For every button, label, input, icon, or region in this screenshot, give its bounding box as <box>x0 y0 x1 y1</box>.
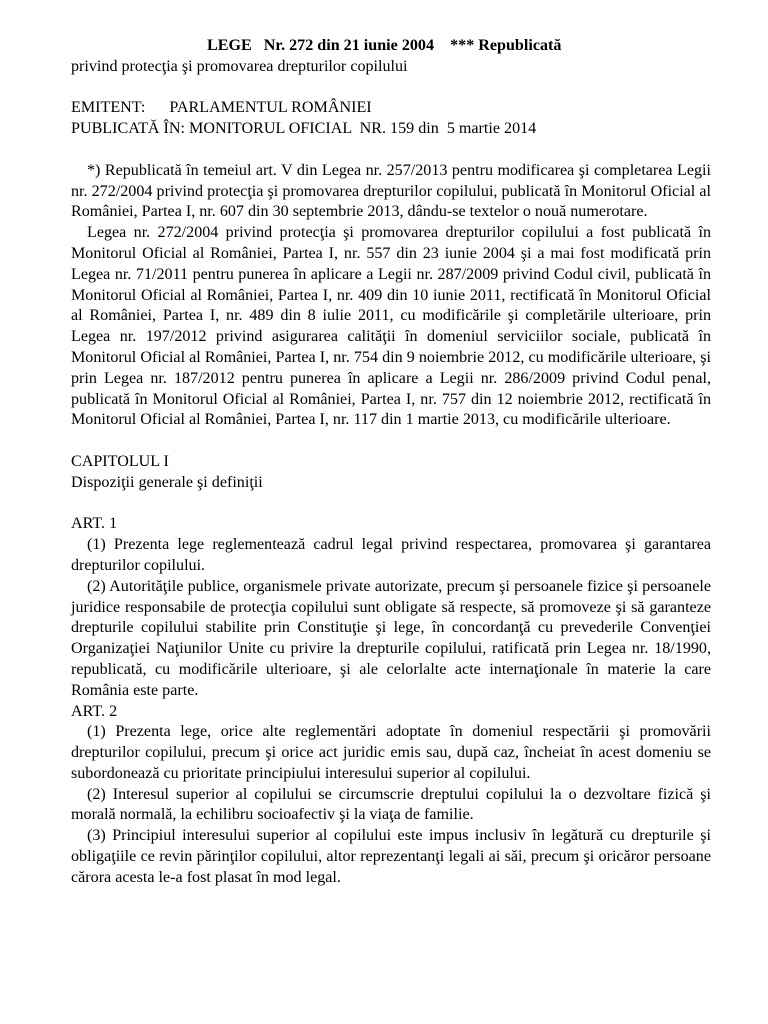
amendment-history: Legea nr. 272/2004 privind protecţia şi promovarea drepturilor copilului a fost publicată în Monitorul Oficial al României, Partea I, nr. 557 din 23 iunie 2004 şi a mai fost modificată prin Legea nr. 71/2011 pentru punerea în aplicare a Legii nr. 287/2009 privind Codul civil, publicată în Monitorul Oficial al României, Partea I, nr. 409 din 10 iunie 2011, rectificată în Monitorul Oficial al României, Partea I, nr. 489 din 8 iulie 2011, cu modificările şi completările ulterioare, prin Legea nr. 197/2012 privind asigurarea calităţii în domeniul serviciilor sociale, publicată în Monitorul Oficial al României, Partea I, nr. 754 din 9 noiembrie 2012, cu modificările ulterioare, şi prin Legea nr. 187/2012 pentru punerea în aplicare a Legii nr. 286/2009 privind Codul penal, publicată în Monitorul Oficial al României, Partea I, nr. 757 din 12 noiembrie 2012, rectificată în Monitorul Oficial al României, Partea I, nr. 117 din 1 martie 2013, cu modificările ulterioare. <box>71 224 711 429</box>
spacer <box>71 78 711 99</box>
article-2-paragraph-1: (1) Prezenta lege, orice alte reglementări adoptate în domeniul respectării şi promovării drepturilor copilului, precum şi orice act juridic emis sau, după caz, încheiat în acest domeniu se subordonează cu prioritate principiului interesului superior al copilului. <box>71 723 711 782</box>
chapter-title: Dispoziţii generale şi definiţii <box>71 473 263 491</box>
spacer <box>71 431 711 452</box>
article-1-paragraph-1: (1) Prezenta lege reglementează cadrul legal privind respectarea, promovarea şi garantarea drepturilor copilului. <box>71 536 711 574</box>
spacer <box>71 494 711 515</box>
article-1-paragraph-2: (2) Autorităţile publice, organismele private autorizate, precum şi persoanele fizice şi persoanele juridice responsabile de protecţia copilului sunt obligate să respecte, să promoveze şi să garanteze drepturile copilului stabilite prin Constituţie şi lege, în concordanţă cu prevederile Convenţiei Organizaţiei Naţiunilor Unite cu privire la drepturile copilului, ratificată prin Legea nr. 18/1990, republicată, cu modificările ulterioare, şi ale celorlalte acte internaţionale în materie la care România este parte. <box>71 577 711 699</box>
issuer-line: EMITENT: PARLAMENTUL ROMÂNIEI <box>71 99 372 117</box>
law-title: LEGE Nr. 272 din 21 iunie 2004 *** Republicată <box>207 37 562 54</box>
article-2-paragraph-3: (3) Principiul interesului superior al copilului este impus inclusiv în legătură cu drepturile şi obligaţiile ce revin părinţilor copilului, altor reprezentanţi legali ai săi, precum şi oricăror persoane cărora acesta le-a fost plasat în mod legal. <box>71 827 711 886</box>
article-2-label: ART. 2 <box>71 702 118 720</box>
chapter-label: CAPITOLUL I <box>71 452 169 470</box>
spacer <box>71 140 711 161</box>
law-subtitle: privind protecţia şi promovarea drepturilor copilului <box>71 57 408 75</box>
article-1-label: ART. 1 <box>71 515 118 533</box>
republication-note: *) Republicată în temeiul art. V din Legea nr. 257/2013 pentru modificarea şi completarea Legii nr. 272/2004 privind protecţia şi promovarea drepturilor copilului, publicată în Monitorul Oficial al României, Partea I, nr. 607 din 30 septembrie 2013, dându-se textelor o nouă numerotare. <box>71 161 711 221</box>
publication-line: PUBLICATĂ ÎN: MONITORUL OFICIAL NR. 159 din 5 martie 2014 <box>71 120 537 138</box>
article-2-paragraph-2: (2) Interesul superior al copilului se circumscrie dreptului copilului la o dezvoltare fizică şi morală normală, la echilibru socioafectiv şi la viaţa de familie. <box>71 785 711 824</box>
